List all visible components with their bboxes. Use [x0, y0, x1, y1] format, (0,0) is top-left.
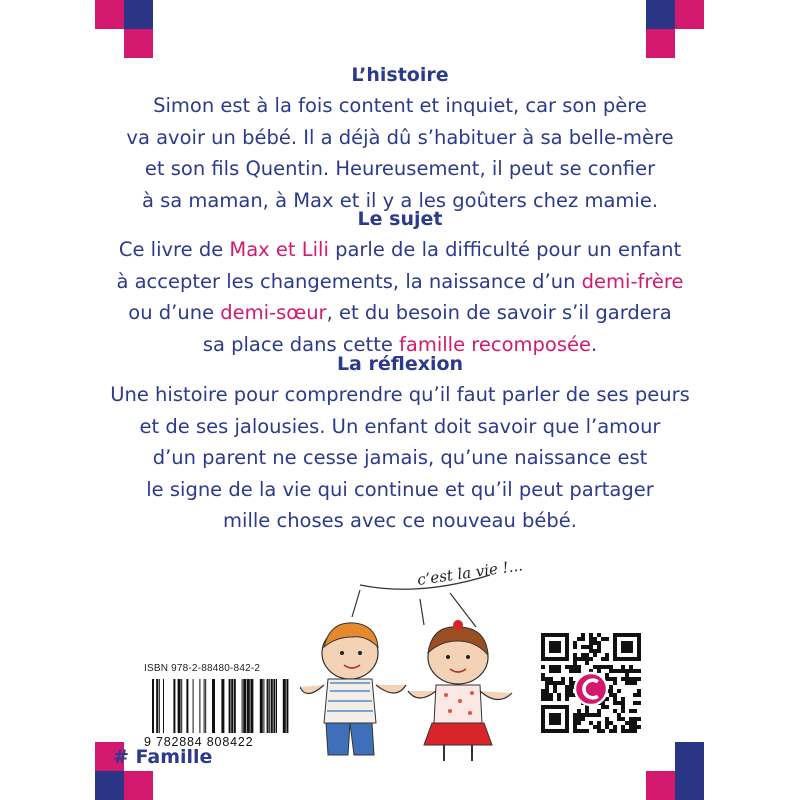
qr-module [565, 689, 569, 693]
qr-module [637, 701, 641, 705]
qr-module [545, 697, 549, 701]
section-heading: La réflexion [336, 353, 464, 375]
corner-decoration-top-left [95, 0, 153, 58]
body-text: à sa maman, à Max et il y a les goûters chez mamie. [141, 188, 659, 212]
qr-module [553, 665, 557, 669]
body-text: , et du besoin de savoir s’il gardera [326, 301, 672, 324]
qr-module [593, 637, 597, 641]
qr-module [609, 685, 613, 689]
qr-module [609, 677, 613, 681]
qr-module [569, 677, 573, 681]
text-line [0, 90, 800, 122]
qr-module [601, 729, 605, 733]
barcode-bar [250, 679, 253, 733]
text-line [0, 411, 800, 443]
body-text: ou d’une [128, 301, 221, 324]
barcode-bar [205, 679, 206, 733]
qr-module [609, 693, 613, 697]
qr-finder [549, 641, 561, 653]
qr-module [633, 709, 637, 713]
max-character [300, 623, 406, 755]
qr-module [557, 669, 561, 673]
body-text: et son fils Quentin. Heureusement, il peut se confier [144, 157, 656, 180]
qr-module [549, 681, 553, 685]
qr-module [613, 697, 617, 701]
highlight-text: Max et Lili [229, 238, 329, 261]
qr-module [577, 721, 581, 725]
barcode-digits: 9 782884 808422 [144, 735, 254, 749]
qr-module [597, 669, 601, 673]
qr-module [633, 669, 637, 673]
qr-module [593, 725, 597, 729]
barcode-bar [231, 679, 233, 733]
qr-module [573, 713, 577, 717]
qr-module [613, 701, 617, 705]
qr-module [573, 653, 577, 657]
category-tag: # Famille [113, 746, 213, 768]
qr-module [541, 665, 545, 669]
qr-module [573, 665, 577, 669]
body-text: parle de la difficulté pour un enfant [328, 238, 682, 261]
qr-module [597, 665, 601, 669]
qr-module [593, 653, 597, 657]
barcode-bar [267, 679, 269, 733]
qr-module [573, 645, 577, 649]
qr-module [577, 709, 581, 713]
body-text: d’un parent ne cesse jamais, qu’une naissance est [152, 446, 648, 469]
barcode-bar [181, 679, 182, 733]
qr-module [557, 681, 561, 685]
section-body [0, 234, 800, 360]
qr-module [569, 693, 573, 697]
barcode-bar [173, 679, 175, 733]
qr-module [629, 665, 633, 669]
qr-module [585, 645, 589, 649]
qr-module [569, 681, 573, 685]
qr-module [585, 657, 589, 661]
qr-module [565, 697, 569, 701]
body-text: à accepter les changements, la naissance d’un [116, 269, 582, 293]
qr-module [577, 729, 581, 733]
qr-module [633, 725, 637, 729]
qr-module [621, 665, 625, 669]
qr-module [585, 653, 589, 657]
qr-module [637, 669, 641, 673]
isbn-barcode [144, 663, 292, 753]
qr-module [637, 693, 641, 697]
qr-module [573, 661, 577, 665]
body-text: va avoir un bébé. Il a déjà dû s’habituer à sa belle-mère [126, 125, 674, 149]
section-histoire [0, 63, 800, 216]
qr-module [577, 717, 581, 721]
text-line [0, 297, 800, 329]
barcode-bar [263, 679, 264, 733]
qr-module [581, 633, 585, 637]
qr-module [585, 713, 589, 717]
body-text: mille choses avec ce nouveau bébé. [223, 509, 577, 532]
barcode-bar [286, 679, 288, 733]
qr-module [617, 669, 621, 673]
qr-module [613, 729, 617, 733]
qr-module [633, 729, 637, 733]
qr-module [553, 689, 557, 693]
barcode-bars [144, 679, 292, 735]
qr-module [633, 693, 637, 697]
qr-module [589, 637, 593, 641]
qr-module [549, 669, 553, 673]
qr-module [605, 725, 609, 729]
highlight-text: demi-frère [581, 269, 684, 293]
qr-module [541, 677, 545, 681]
qr-module [569, 689, 573, 693]
qr-module [589, 713, 593, 717]
barcode-bar [204, 679, 205, 733]
qr-module [621, 701, 625, 705]
qr-module [625, 673, 629, 677]
qr-module [589, 657, 593, 661]
qr-module [625, 669, 629, 673]
barcode-bar [199, 679, 200, 733]
section-heading: Le sujet [357, 208, 443, 230]
qr-module [569, 685, 573, 689]
section-heading: L’histoire [351, 64, 449, 86]
qr-module [573, 717, 577, 721]
qr-module [621, 705, 625, 709]
section-body [0, 90, 800, 216]
qr-module [605, 673, 609, 677]
qr-module [581, 653, 585, 657]
qr-module [629, 717, 633, 721]
barcode-bar [178, 679, 181, 733]
barcode-bar [283, 679, 286, 733]
qr-module [573, 669, 577, 673]
qr-module [613, 677, 617, 681]
qr-module [541, 673, 545, 677]
qr-module [601, 705, 605, 709]
qr-module [585, 661, 589, 665]
qr-module [565, 693, 569, 697]
qr-module [597, 641, 601, 645]
qr-module [593, 649, 597, 653]
qr-module [565, 665, 569, 669]
text-line [0, 153, 800, 185]
qr-module [545, 689, 549, 693]
qr-module [605, 653, 609, 657]
qr-module [573, 641, 577, 645]
qr-module [577, 665, 581, 669]
qr-code [541, 633, 641, 733]
qr-module [637, 677, 641, 681]
qr-module [541, 689, 545, 693]
qr-module [633, 677, 637, 681]
section-sujet [0, 207, 800, 360]
qr-module [609, 665, 613, 669]
section-reflexion [0, 352, 800, 537]
qr-module [621, 697, 625, 701]
barcode-bar [243, 679, 246, 733]
qr-module [593, 641, 597, 645]
qr-module [613, 669, 617, 673]
highlight-text: famille recomposée [399, 332, 591, 356]
qr-module [557, 665, 561, 669]
qr-module [553, 681, 557, 685]
qr-module [621, 677, 625, 681]
qr-module [549, 697, 553, 701]
qr-module [545, 681, 549, 685]
qr-module [613, 693, 617, 697]
qr-module [609, 729, 613, 733]
qr-module [597, 633, 601, 637]
speech-bubble-text: c’est la vie !... [416, 556, 524, 589]
qr-module [557, 693, 561, 697]
qr-module [597, 721, 601, 725]
body-text: sa place dans cette [202, 332, 400, 356]
qr-module [577, 657, 581, 661]
qr-module [549, 665, 553, 669]
qr-module [549, 677, 553, 681]
text-line [0, 379, 800, 411]
qr-module [605, 721, 609, 725]
qr-module [561, 677, 565, 681]
qr-module [625, 729, 629, 733]
qr-module [581, 637, 585, 641]
qr-module [625, 677, 629, 681]
qr-module [613, 681, 617, 685]
barcode-bar [234, 679, 236, 733]
qr-module [605, 657, 609, 661]
qr-module [617, 717, 621, 721]
qr-module [613, 725, 617, 729]
qr-module [637, 725, 641, 729]
qr-module [589, 633, 593, 637]
qr-module [597, 713, 601, 717]
qr-module [557, 697, 561, 701]
qr-module [569, 665, 573, 669]
max-et-lili-illustration [300, 555, 530, 765]
corner-decoration-bottom-right [646, 742, 704, 800]
qr-module [545, 693, 549, 697]
corner-decoration-top-right [646, 0, 704, 58]
barcode-bar [273, 679, 275, 733]
qr-module [637, 689, 641, 693]
qr-module [597, 645, 601, 649]
qr-module [629, 729, 633, 733]
qr-module [601, 637, 605, 641]
qr-module [589, 645, 593, 649]
barcode-bar [163, 679, 164, 733]
qr-module [629, 721, 633, 725]
qr-module [589, 649, 593, 653]
barcode-bar [186, 679, 188, 733]
qr-module [593, 713, 597, 717]
section-body [0, 379, 800, 537]
qr-module [549, 693, 553, 697]
qr-module [609, 721, 613, 725]
qr-module [597, 709, 601, 713]
qr-module [585, 709, 589, 713]
qr-module [621, 725, 625, 729]
qr-module [617, 689, 621, 693]
qr-module [597, 729, 601, 733]
isbn-label: ISBN 978-2-88480-842-2 [144, 663, 261, 674]
barcode-bar [221, 679, 224, 733]
qr-module [629, 669, 633, 673]
qr-module [545, 677, 549, 681]
qr-module [633, 721, 637, 725]
body-text: . [590, 332, 598, 356]
qr-module [541, 693, 545, 697]
qr-module [617, 713, 621, 717]
text-line [0, 442, 800, 474]
qr-module [621, 669, 625, 673]
qr-module [581, 645, 585, 649]
qr-module [605, 665, 609, 669]
qr-module [621, 709, 625, 713]
qr-module [625, 721, 629, 725]
qr-module [569, 669, 573, 673]
text-line [0, 505, 800, 537]
text-line [0, 266, 800, 298]
qr-module [577, 669, 581, 673]
barcode-bar [247, 679, 250, 733]
qr-module [573, 721, 577, 725]
qr-module [577, 637, 581, 641]
qr-module [577, 713, 581, 717]
qr-finder [621, 641, 633, 653]
barcode-bar [242, 679, 243, 733]
qr-module [573, 729, 577, 733]
qr-module [593, 665, 597, 669]
body-text: le signe de la vie qui continue et qu’il peut partager [146, 477, 654, 501]
text-line [0, 474, 800, 506]
qr-module [541, 697, 545, 701]
qr-module [581, 713, 585, 717]
barcode-bar [193, 679, 194, 733]
lili-character [408, 620, 512, 761]
qr-module [633, 701, 637, 705]
qr-module [629, 725, 633, 729]
qr-module [609, 669, 613, 673]
qr-module [613, 709, 617, 713]
qr-module [597, 649, 601, 653]
qr-module [545, 685, 549, 689]
qr-module [637, 717, 641, 721]
qr-module [605, 637, 609, 641]
qr-module [553, 669, 557, 673]
qr-module [629, 681, 633, 685]
barcode-bar [229, 679, 231, 733]
qr-module [621, 729, 625, 733]
qr-logo [575, 673, 607, 705]
qr-module [597, 725, 601, 729]
qr-module [589, 641, 593, 645]
text-line [0, 122, 800, 154]
qr-module [553, 685, 557, 689]
barcode-bar [159, 679, 160, 733]
qr-module [621, 717, 625, 721]
qr-module [561, 681, 565, 685]
qr-module [629, 677, 633, 681]
qr-module [585, 729, 589, 733]
body-text: et de ses jalousies. Un enfant doit savoir que l’amour [139, 414, 661, 438]
qr-module [589, 721, 593, 725]
barcode-bar [152, 679, 154, 733]
qr-module [565, 685, 569, 689]
highlight-text: demi-sœur [220, 301, 327, 324]
barcode-bar [269, 679, 270, 733]
qr-finder [549, 713, 561, 725]
barcode-bar [271, 679, 273, 733]
barcode-bar [260, 679, 263, 733]
qr-module [573, 725, 577, 729]
barcode-bar [276, 679, 277, 733]
body-text: Une histoire pour comprendre qu’il faut parler de ses peurs [110, 383, 690, 406]
qr-module [581, 657, 585, 661]
qr-module [633, 681, 637, 685]
qr-module [601, 665, 605, 669]
qr-module [581, 729, 585, 733]
qr-module [609, 689, 613, 693]
qr-module [601, 657, 605, 661]
body-text: Ce livre de [118, 238, 230, 261]
qr-module [629, 709, 633, 713]
qr-module [625, 681, 629, 685]
barcode-bar [156, 679, 158, 733]
text-line [0, 234, 800, 266]
qr-module [605, 717, 609, 721]
barcode-bar [212, 679, 215, 733]
qr-module [633, 717, 637, 721]
qr-module [617, 701, 621, 705]
body-text: Simon est à la fois content et inquiet, car son père [153, 94, 647, 117]
qr-module [605, 705, 609, 709]
qr-module [573, 657, 577, 661]
qr-module [581, 717, 585, 721]
